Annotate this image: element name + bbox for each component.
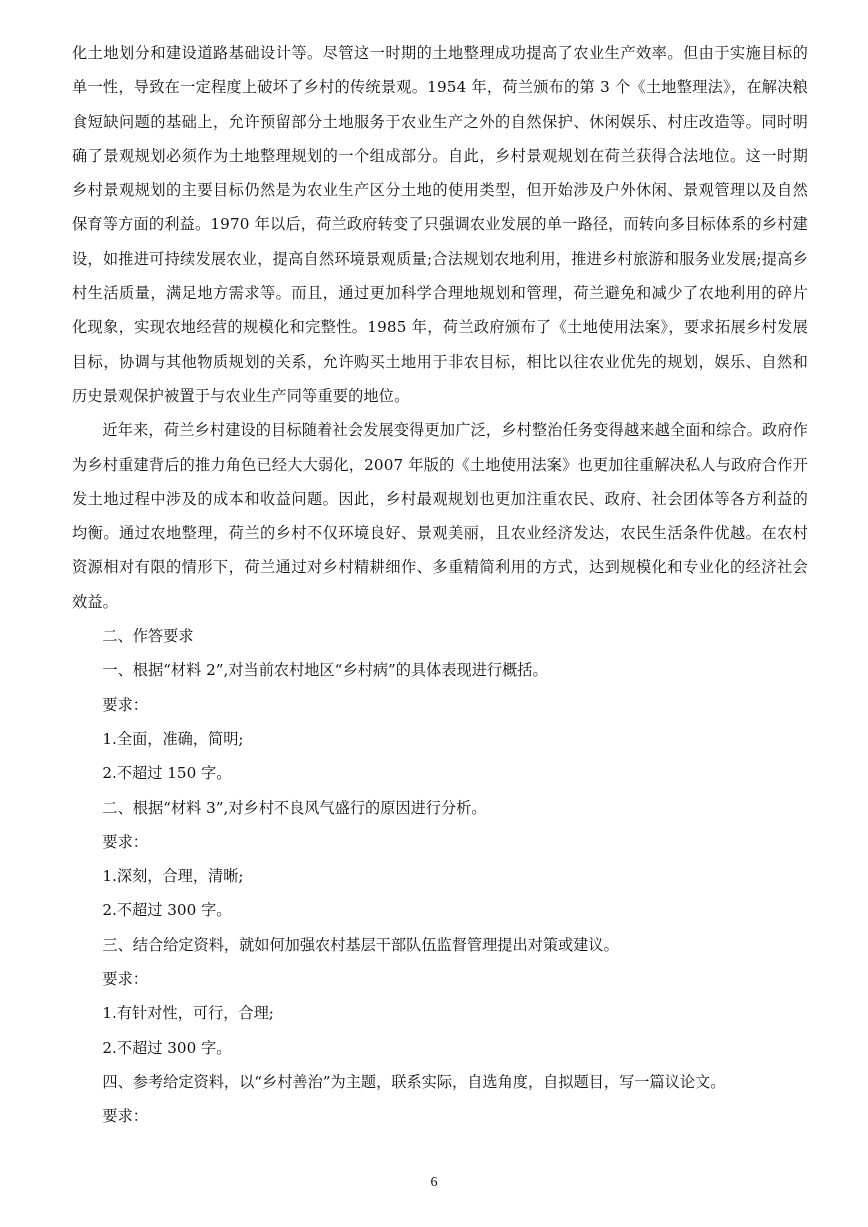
question-2-requirement-item: 2.不超过 300 字。 <box>102 901 232 920</box>
body-paragraph-2: 近年来，荷兰乡村建设的目标随着社会发展变得更加广泛，乡村整治任务变得越来越全面和综合。政府作为乡村重建背后的推力角色已经大大弱化，2007 年版的《土地使用法案》也更加往重解决私人与政府合作开发土地过程中涉及的成本和收益问题。因此，乡村最观规划也更加注重农民、政府、社会团体等各方利益的均衡。通过农地整理，荷兰的乡村不仅环境良好、景观美丽，且农业经济发达，农民生活条件优越。在农村资源相对有限的情形下，荷兰通过对乡村精耕细作、多重精简利用的方式，达到规模化和专业化的经济社会效益。 <box>72 421 808 611</box>
requirements-heading: 二、作答要求 <box>102 627 194 646</box>
body-paragraph-1: 化土地划分和建设道路基础设计等。尽管这一时期的土地整理成功提高了农业生产效率。但由于实施目标的单一性，导致在一定程度上破坏了乡村的传统景观。1954 年，荷兰颁布的第 3 个《土地整理法》，在解决粮食短缺问题的基础上，允许预留部分土地服务于农业生产之外的自然保护、休闲娱乐、村庄改造等。同时明确了景观规划必须作为土地整理规划的一个组成部分。自此，乡村景观规划在荷兰获得合法地位。这一时期乡村景观规划的主要目标仍然是为农业生产区分土地的使用类型，但开始涉及户外休闲、景观管理以及自然保育等方面的利益。1970 年以后，荷兰政府转变了只强调农业发展的单一路径，而转向多目标体系的乡村建设，如推进可持续发展农业，提高自然环境景观质量;合法规划农地利用，推进乡村旅游和服务业发展;提高乡村生活质量，满足地方需求等。而且，通过更加科学合理地规划和管理，荷兰避免和减少了农地利用的碎片化现象，实现农地经营的规模化和完整性。1985 年，荷兰政府颁布了《土地使用法案》，要求拓展乡村发展目标，协调与其他物质规划的关系，允许购买土地用于非农目标，相比以往农业优先的规划，娱乐、自然和历史景观保护被置于与农业生产同等重要的地位。 <box>72 44 808 405</box>
question-3-requirement-item: 2.不超过 300 字。 <box>102 1038 232 1057</box>
question-1-requirement-item: 2.不超过 150 字。 <box>102 764 232 783</box>
question-3: 三、结合给定资料，就如何加强农村基层干部队伍监督管理提出对策或建议。 <box>102 935 619 954</box>
question-1: 一、根据“材料 2”,对当前农村地区“乡村病”的具体表现进行概括。 <box>102 661 548 680</box>
question-3-requirement-label: 要求： <box>102 970 148 989</box>
question-4: 四、参考给定资料，以“乡村善治”为主题，联系实际，自选角度，自拟题目，写一篇议论文。 <box>102 1072 726 1091</box>
question-2: 二、根据“材料 3”,对乡村不良风气盛行的原因进行分析。 <box>102 798 487 817</box>
question-3-requirement-item: 1.有针对性，可行，合理; <box>102 1004 274 1023</box>
question-1-requirement-label: 要求： <box>102 695 148 714</box>
question-1-requirement-item: 1.全面，准确，简明; <box>102 729 244 748</box>
question-4-requirement-label: 要求： <box>102 1107 148 1126</box>
page-number: 6 <box>430 1175 438 1190</box>
question-2-requirement-item: 1.深刻，合理，清晰; <box>102 867 244 886</box>
question-2-requirement-label: 要求： <box>102 832 148 851</box>
